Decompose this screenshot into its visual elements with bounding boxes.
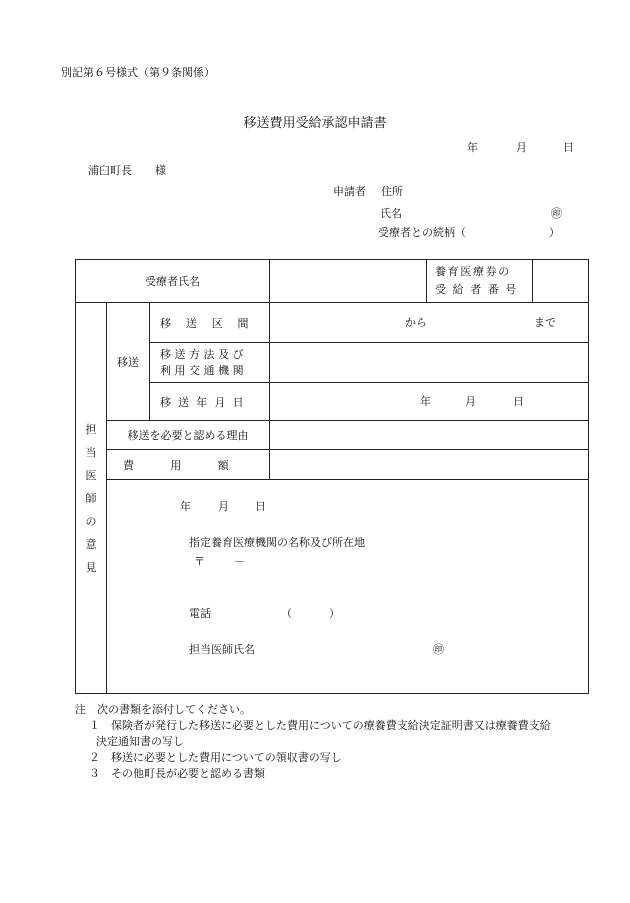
phone-close-paren: ） [329, 607, 340, 620]
reason-input[interactable] [270, 421, 589, 450]
opinion-day: 日 [255, 500, 266, 513]
note-item-1: １ 保険者が発行した移送に必要とした費用についての療養費支給決定証明書又は療養費支給 [89, 719, 551, 732]
phone-open-paren: （ [281, 607, 292, 620]
cost-input[interactable] [270, 450, 589, 480]
addressee-suffix: 様 [155, 164, 166, 177]
phone-label: 電話 [189, 607, 211, 620]
transport-date-day: 日 [513, 395, 525, 408]
method-label-cell [150, 343, 270, 383]
opinion-char: 意 [85, 537, 97, 551]
route-to-label: まで [534, 316, 557, 329]
opinion-char: 担 [85, 422, 97, 436]
institution-label: 指定養育医療機関の名称及び所在地 [189, 536, 365, 549]
patient-name-input[interactable] [270, 260, 427, 303]
opinion-char: の [85, 514, 97, 528]
applicant-label: 申請者 [333, 185, 366, 198]
transport-date-input[interactable] [270, 383, 589, 421]
method-label-line2: 利用交通機関 [160, 363, 248, 377]
cert-label-line1: 養育医療券の [435, 265, 511, 278]
note-item-2: ２ 移送に必要とした費用についての領収書の写し [89, 751, 342, 764]
note-item-3: ３ その他町長が必要と認める書類 [89, 767, 265, 780]
form-number: 別記第６号様式（第９条関係） [61, 66, 215, 79]
relation-label: 受療者との続柄（ [378, 226, 466, 239]
applicant-seal-mark: ㊞ [551, 207, 562, 220]
relation-close-paren: ） [549, 226, 560, 239]
notes-heading: 注 次の書類を添付してください。 [75, 703, 251, 716]
doctor-opinion-area[interactable] [107, 480, 589, 694]
cert-number-cell [427, 260, 589, 303]
date-day-label: 日 [563, 141, 574, 154]
cost-label-cell [107, 450, 270, 480]
doctor-opinion-label-cell [76, 303, 107, 694]
doctor-name-label: 担当医師氏名 [189, 643, 255, 656]
route-from-label: から [405, 316, 428, 329]
opinion-char: 見 [85, 560, 97, 574]
doctor-seal-mark: ㊞ [433, 643, 444, 656]
method-label-line1: 移送方法及び [160, 347, 248, 361]
transport-label: 移送 [117, 355, 139, 369]
opinion-char: 医 [85, 468, 97, 482]
route-label: 移送区間 [160, 316, 264, 330]
route-input[interactable] [270, 303, 589, 343]
postal-dash: － [234, 555, 245, 568]
reason-label-cell [107, 421, 270, 450]
method-input[interactable] [270, 343, 589, 383]
cert-label-line2: 受給者番号 [435, 283, 524, 296]
note-item-1-continued: 決定通知書の写し [96, 735, 184, 748]
applicant-address-label: 住所 [381, 185, 403, 198]
reason-label: 移送を必要と認める理由 [127, 429, 249, 442]
cert-number-input[interactable] [533, 260, 588, 302]
opinion-month: 月 [218, 500, 229, 513]
transport-date-label: 移送年月日 [160, 395, 251, 409]
opinion-char: 師 [85, 491, 97, 505]
transport-date-label-cell [150, 383, 270, 421]
route-label-cell [150, 303, 270, 343]
cost-label: 費用額 [123, 458, 265, 472]
transport-date-year: 年 [420, 395, 432, 408]
applicant-name-label: 氏名 [380, 207, 402, 220]
patient-name-label: 受療者氏名 [145, 275, 201, 288]
date-month-label: 月 [516, 141, 527, 154]
addressee: 浦臼町長 [88, 164, 132, 177]
application-form-table [75, 259, 589, 694]
transport-label-cell [107, 303, 150, 421]
document-title: 移送費用受給承認申請書 [243, 116, 387, 131]
opinion-year: 年 [180, 500, 191, 513]
patient-name-label-cell [76, 260, 270, 303]
postal-mark: 〒 [194, 555, 205, 568]
opinion-char: 当 [85, 445, 97, 459]
date-year-label: 年 [467, 141, 478, 154]
transport-date-month: 月 [465, 395, 477, 408]
